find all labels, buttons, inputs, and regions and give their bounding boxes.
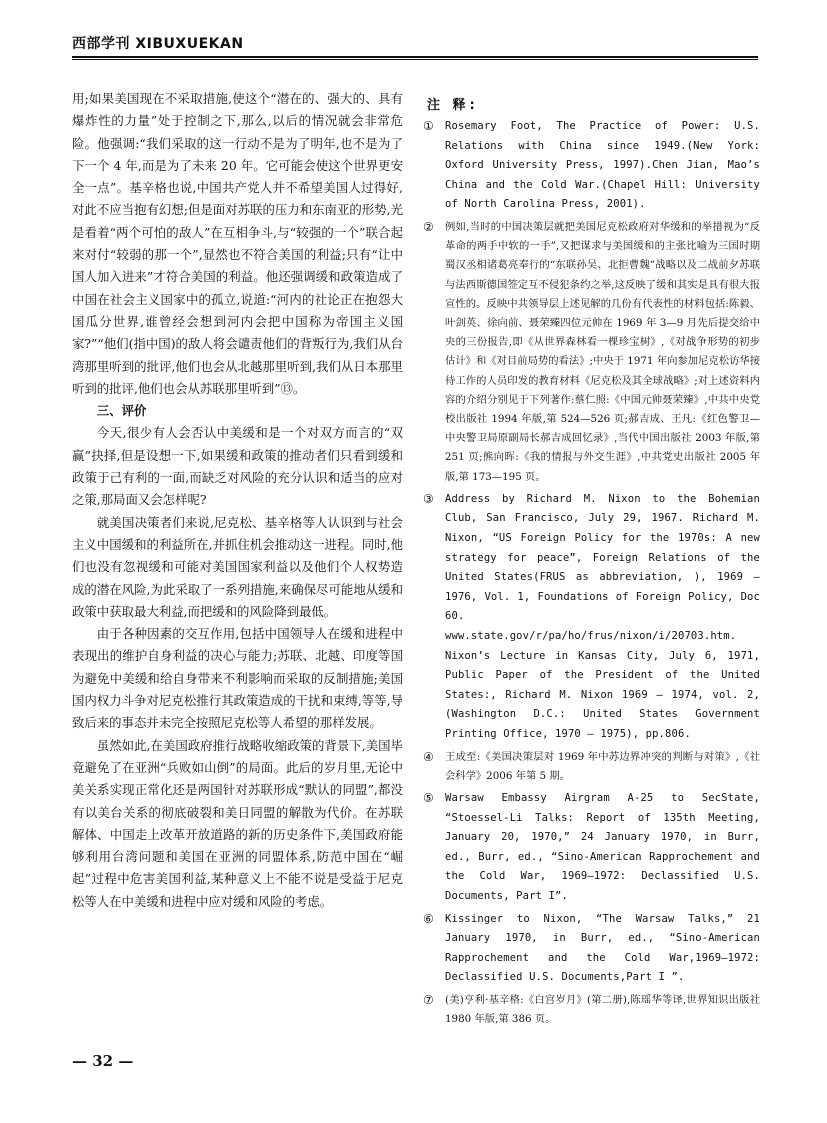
body-paragraph: 虽然如此,在美国政府推行战略收缩政策的背景下,美国毕竟避免了在亚洲“兵败如山倒”的局面。此后的岁月里,无论中美关系实现正常化还是两国针对苏联形成“默认的同盟”,都没有以美台关系的彻底破裂和美日同盟的解散为代价。在苏联解体、中国走上改革开放道路的新的历史条件下,美国政府能够利用台湾问题和美国在亚洲的同盟体系,防范中国在“崛起”过程中危害美国利益,某种意义上不能不说是受益于尼克松等人在中美缓和进程中应对缓和风险的考虑。 xyxy=(72,737,403,909)
footnote-text: 例如,当时的中国决策层就把美国尼克松政府对华缓和的举措视为“反革命的两手中软的一手”,又把谋求与美国缓和的主张比喻为三国时期蜀汉丞相诸葛亮奉行的“东联孙吴、北拒曹魏”战略以及二战前夕苏联与法西斯德国签定互不侵犯条约之举,这反映了缓和其实是具有很大报宣性的。反映中共领导层上述见解的几份有代表性的材料包括:陈毅、叶剑英、徐向前、聂荣臻四位元帅在 1969 年 3—9 月先后提交给中央的三份报告,即《从世界森林看一棵珍宝树》,《对战争形势的初步估计》和《对目前局势的看法》;中央于 1971 年向参加尼克松访华接待工作的人员印发的教育材料《尼克松及其全球战略》;对上述资料内容的介绍分别见于下列著作:蔡仁照:《中国元帅聂荣臻》,中共中央党校出版社 1994 年版,第 524—526 页;郝吉成、王凡:《红色警卫—中央警卫局原副局长郝吉成回忆录》,当代中国出版社 2003 年版,第 251 页;熊向晖:《我的情报与外交生涯》,中共党史出版社 2005 年版,第 173—195 页。 xyxy=(445,220,760,483)
footnote xyxy=(423,218,760,487)
footnote-number: ① xyxy=(423,119,434,133)
footnote-number: ⑦ xyxy=(423,992,434,1007)
footnote-text: (美)亨利·基辛格:《白宫岁月》(第二册),陈瑶华等译,世界知识出版社 1980 年版,第 386 页。 xyxy=(445,993,760,1026)
notes-title: 注 释: xyxy=(427,98,479,113)
header-rule xyxy=(72,56,758,58)
footnote xyxy=(423,789,760,907)
footnote xyxy=(423,748,760,786)
body-paragraph: 就美国决策者们来说,尼克松、基辛格等人认识到与社会主义中国缓和的利益所在,并抓住机会推动这一进程。同时,他们也没有忽视缓和可能对美国国家利益以及他们个人权势造成的潜在风险,为此采取了一系列措施,来确保尽可能地从缓和政策中获取最大利益,而把缓和的风险降到最低。 xyxy=(72,514,403,619)
notes-column xyxy=(423,94,760,1032)
page-number: — 32 — xyxy=(72,1052,134,1070)
footnote xyxy=(423,490,760,745)
footnote xyxy=(423,991,760,1029)
body-paragraph: 用;如果美国现在不采取措施,使这个“潜在的、强大的、具有爆炸性的力量”处于控制之下,那么,以后的情况就会非常危险。他强调:“我们采取的这一行动不是为了明年,也不是为了下一个 4 年,而是为了未来 20 年。它可能会使这个世界更安全一点”。基辛格也说,中国共产党人并不希望美国人过得好,对此不应当抱有幻想;但是面对苏联的压力和东南亚的形势,光是看着“两个可怕的敌人”在互相争斗,与“较强的一个”联合起来对付“较弱的那一个”,显然也不符合美国的利益;只有“让中国人加入进来”才符合美国的利益。他还强调缓和政策造成了中国在社会主义国家中的孤立,说道:“河内的社论正在抱怨大国瓜分世界,谁曾经会想到河内会把中国称为帝国主义国家?”“他们(指中国)的敌人将会谴责他们的背叛行为,我们从台湾那里听到的批评,他们也会从北越那里听到,我们从日本那里听到的批评,他们也会从苏联那里听到”⑬。 xyxy=(72,91,403,396)
footnote-number: ⑥ xyxy=(423,911,434,926)
footnote xyxy=(423,117,760,215)
section-heading: 三、评价 xyxy=(96,403,147,419)
footnote xyxy=(423,910,760,988)
footnote-text: Address by Richard M. Nixon to the Bohemian Club, San Francisco, July 29, 1967. Richard M. Nixon, “US Foreign Policy for the 1970s: A new strategy for peace”, Foreign Relations of the United States(FRUS as abbreviation, ), 1969 — 1976, Vol. 1, Foundations of Foreign Policy, Doc 60. www.state.gov/r/pa/ho/frus/nixon/i/20703.htm. Nixon’s Lecture in Kansas City, July 6, 1971, Public Paper of the President of the United States:, Richard M. Nixon 1969 — 1974, vol. 2,(Washington D.C.: United States Government Printing Office, 1970 — 1975), pp.806. xyxy=(445,492,760,740)
footnote-number: ② xyxy=(423,219,434,234)
journal-title: 西部学刊 XIBUXUEKAN xyxy=(72,36,244,52)
footnote-number: ⑤ xyxy=(423,790,434,805)
header-rule-thin xyxy=(72,59,758,60)
footnote-text: Warsaw Embassy Airgram A-25 to SecState, “Stoessel-Li Talks: Report of 135th Meeting, January 20, 1970,” 24 January 1970, in Burr, ed., Burr, ed., “Sino-American Rapprochement and the Cold War, 1969—1972: Declassified U.S. Documents, Part I”. xyxy=(445,791,760,902)
footnote-number: ④ xyxy=(423,749,434,764)
footnote-text: Rosemary Foot, The Practice of Power: U.S. Relations with China since 1949.(New York: Oxford University Press, 1997).Chen Jian, Mao’s China and the Cold War.(Chapel Hill: University of North Carolina Press, 2001). xyxy=(445,120,760,211)
footnote-text: 王成至:《美国决策层对 1969 年中苏边界冲突的判断与对策》,《社会科学》2006 年第 5 期。 xyxy=(445,750,760,782)
body-paragraph: 由于各种因素的交互作用,包括中国领导人在缓和进程中表现出的维护自身利益的决心与能力;苏联、北越、印度等国为避免中美缓和给自身带来不利影响而采取的反制措施;美国国内权力斗争对尼克松推行其政策造成的干扰和束缚,等等,导致后来的事态并未完全按照尼克松等人希望的那样发展。 xyxy=(72,626,403,731)
footnote-text: Kissinger to Nixon, “The Warsaw Talks,” 21 January 1970, in Burr, ed., “Sino-American Rapprochement and the Cold War,1969—1972: Declassified U.S. Documents,Part I ”. xyxy=(445,912,760,984)
main-text-column xyxy=(72,88,403,913)
notes-list xyxy=(423,117,760,1029)
footnote-number: ③ xyxy=(423,491,434,506)
body-paragraph: 今天,很少有人会否认中美缓和是一个对双方而言的“双赢”抉择,但是设想一下,如果缓和政策的推动者们只看到缓和政策于己有利的一面,而缺乏对风险的充分认识和适当的应对之策,那局面又会怎样呢? xyxy=(72,425,403,508)
